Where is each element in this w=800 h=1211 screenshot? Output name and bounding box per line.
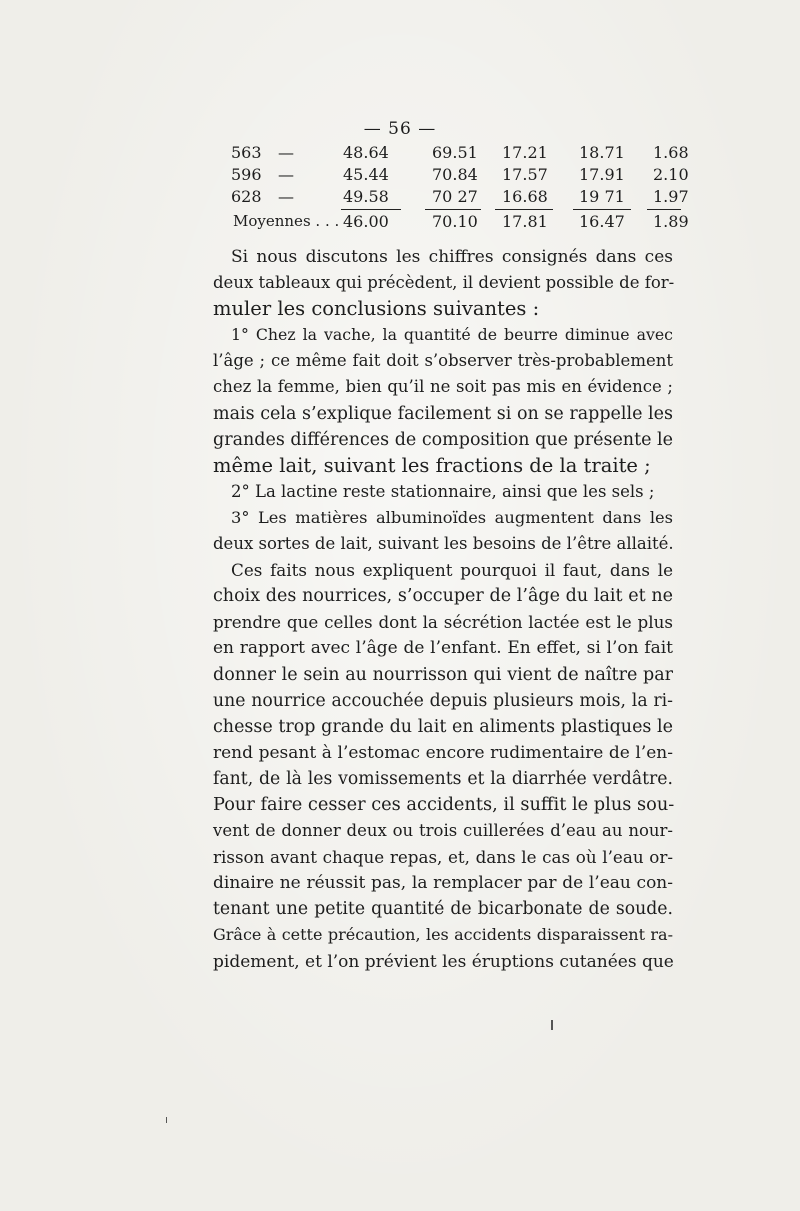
row-label: 628 [231,187,262,206]
text-line: prendre que celles dont la sécrétion lactée est le plus [213,612,673,633]
table-cell: 70.10 [432,212,478,231]
text-line: en rapport avec l’âge de l’enfant. En effet, si l’on fait [213,638,673,659]
table-cell: 19 71 [579,187,625,206]
table-cell: 70.84 [432,165,478,184]
text-line: grandes différences de composition que présente le [213,429,673,450]
ink-speck [166,1117,167,1123]
table-row [215,187,689,209]
text-line: donner le sein au nourrisson qui vient de naître par [213,664,673,685]
text-line: l’âge ; ce même fait doit s’observer très-probablement [213,351,673,371]
text-line: chesse trop grande du lait en aliments plastiques le [213,716,673,737]
table-cell: 45.44 [343,165,389,184]
row-label: 596 [231,165,262,184]
text-line: Grâce à cette précaution, les accidents disparaissent ra- [213,925,673,945]
text-line: rend pesant à l’estomac encore rudimentaire de l’en- [213,742,673,763]
table-cell: 1.68 [653,143,689,162]
table-cell: 1.97 [653,187,689,206]
text-line: mais cela s’explique facilement si on se rappelle les [213,403,673,424]
table-cell: 2.10 [653,165,689,184]
table-cell: 17.21 [502,143,548,162]
table-row [215,165,689,187]
table-row [215,143,689,165]
text-line: chez la femme, bien qu’il ne soit pas mis en évidence ; [213,377,673,397]
table-cell: 49.58 [343,187,389,206]
row-label: 563 [231,143,262,162]
table-cell: 17.81 [502,212,548,231]
text-line: vent de donner deux ou trois cuillerées d’eau au nour- [213,821,673,841]
text-line: deux tableaux qui précèdent, il devient possible de for- [213,273,675,293]
ink-speck [551,1020,553,1030]
table-cell: 70 27 [432,187,478,206]
text-line: une nourrice accouchée depuis plusieurs mois, la ri- [213,690,673,711]
table-cell: 18.71 [579,143,625,162]
text-line: Pour faire cesser ces accidents, il suffit le plus sou- [213,794,675,815]
text-line: 1° Chez la vache, la quantité de beurre diminue avec [231,325,673,345]
data-table [215,143,689,231]
text-line: deux sortes de lait, suivant les besoins de l’être allaité. [213,534,674,554]
text-line: Ces faits nous expliquent pourquoi il faut, dans le [231,560,673,581]
row-dash: — [278,165,294,184]
text-line: dinaire ne réussit pas, la remplacer par de l’eau con- [213,873,673,894]
table-cell: 16.68 [502,187,548,206]
table-cell: 69.51 [432,143,478,162]
row-dash: — [278,187,294,206]
table-cell: 16.47 [579,212,625,231]
table-cell: 17.91 [579,165,625,184]
text-line: 2° La lactine reste stationnaire, ainsi que les sels ; [231,481,655,501]
page-number: — 56 — [363,119,437,139]
body-text [213,244,673,975]
average-label: Moyennes . . . [233,212,340,230]
text-line: 3° Les matières albuminoïdes augmentent dans les [231,507,673,527]
text-line: choix des nourrices, s’occuper de l’âge du lait et ne [213,586,673,607]
table-cell: 17.57 [502,165,548,184]
text-line: pidement, et l’on prévient les éruptions cutanées que [213,951,674,972]
text-line: risson avant chaque repas, et, dans le cas où l’eau or- [213,847,673,868]
text-line: muler les conclusions suivantes : [213,297,540,321]
average-row [215,209,689,231]
text-line: tenant une petite quantité de bicarbonate de soude. [213,899,673,920]
text-line: Si nous discutons les chiffres consignés dans ces [231,247,673,267]
table-cell: 46.00 [343,212,389,231]
text-line: fant, de là les vomissements et la diarrhée verdâtre. [213,768,673,789]
table-cell: 1.89 [653,212,689,231]
table-cell: 48.64 [343,143,389,162]
row-dash: — [278,143,294,162]
text-line: même lait, suivant les fractions de la traite ; [213,453,651,477]
